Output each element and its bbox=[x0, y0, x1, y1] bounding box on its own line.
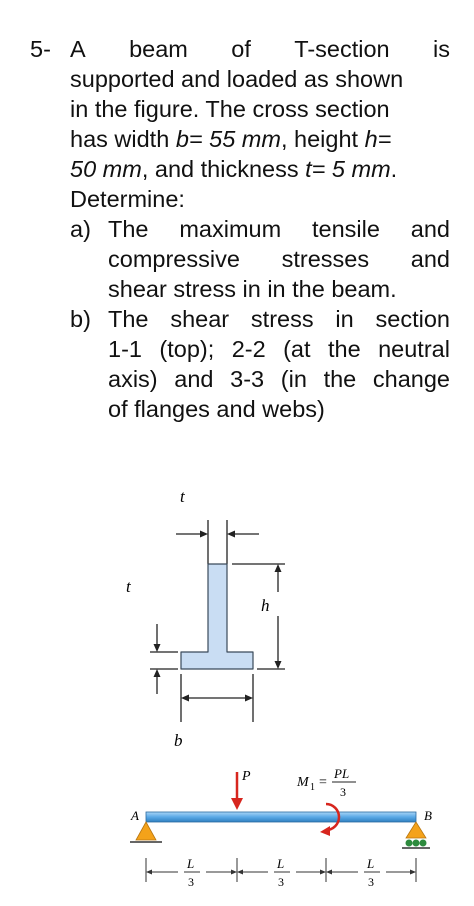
part-a-body bbox=[108, 214, 450, 304]
moment-arrowhead bbox=[320, 826, 330, 836]
arrowhead bbox=[227, 531, 235, 538]
part-a-line-2 bbox=[108, 244, 450, 274]
span-label-num: L bbox=[277, 856, 285, 871]
label-t-top: t bbox=[180, 487, 185, 506]
t-section-shape bbox=[181, 564, 253, 669]
span-label-num: L bbox=[187, 856, 195, 871]
word: axis) bbox=[108, 366, 158, 392]
beam bbox=[146, 812, 416, 822]
label-p: P bbox=[242, 769, 251, 784]
word: (in bbox=[280, 366, 307, 392]
word: the bbox=[323, 366, 357, 392]
stem-line-3: in the figure. The cross section bbox=[70, 96, 390, 122]
part-b-body bbox=[108, 304, 450, 424]
label-t-left: t bbox=[126, 577, 131, 596]
arrowhead bbox=[245, 695, 253, 702]
roller bbox=[420, 840, 427, 847]
arrowhead bbox=[320, 870, 326, 875]
span-label-num: L bbox=[367, 856, 375, 871]
word: 3-3 bbox=[230, 366, 265, 392]
label-m-sub: 1 bbox=[310, 782, 315, 793]
part-a-line-1 bbox=[108, 214, 450, 244]
arrowhead bbox=[154, 644, 161, 652]
word: The bbox=[108, 306, 149, 332]
roller bbox=[413, 840, 420, 847]
span-label-den: 3 bbox=[368, 875, 374, 889]
word: and bbox=[410, 246, 450, 272]
problem-number: 5- bbox=[30, 36, 51, 62]
roller bbox=[406, 840, 413, 847]
arrowhead bbox=[200, 531, 208, 538]
part-b-line-2 bbox=[108, 334, 450, 364]
word: maximum bbox=[179, 216, 282, 242]
word: and bbox=[174, 366, 214, 392]
arrowhead bbox=[275, 564, 282, 572]
word: T-section bbox=[294, 36, 390, 62]
part-b-line-1 bbox=[108, 304, 450, 334]
word: 2-2 bbox=[231, 336, 266, 362]
part-b-line-3 bbox=[108, 364, 450, 394]
arrowhead bbox=[410, 870, 416, 875]
arrowhead bbox=[275, 661, 282, 669]
word: of bbox=[231, 36, 251, 62]
arrowhead bbox=[231, 870, 237, 875]
part-b-line-4: of flanges and webs) bbox=[108, 396, 325, 422]
label-m: M bbox=[297, 775, 309, 790]
label-h: h bbox=[261, 596, 270, 615]
part-b-label: b) bbox=[70, 306, 91, 332]
arrowhead bbox=[326, 870, 332, 875]
word: beam bbox=[129, 36, 188, 62]
label-eq: = bbox=[319, 775, 327, 790]
stem-line-5: 50 mm, and thickness t= 5 mm. bbox=[70, 156, 398, 182]
t-section-figure bbox=[110, 484, 300, 754]
label-pl: PL bbox=[334, 766, 350, 781]
arrowhead bbox=[237, 870, 243, 875]
word: stresses bbox=[281, 246, 370, 272]
label-b: b bbox=[174, 731, 183, 750]
word: stress bbox=[250, 306, 314, 332]
part-a-label: a) bbox=[70, 216, 91, 242]
label-a: A bbox=[131, 808, 139, 823]
support-a bbox=[136, 822, 156, 840]
word: 1-1 bbox=[108, 336, 142, 362]
word: (top); bbox=[159, 336, 215, 362]
span-label-den: 3 bbox=[188, 875, 194, 889]
word: A bbox=[70, 36, 86, 62]
word: The bbox=[108, 216, 149, 242]
word: and bbox=[410, 216, 450, 242]
word: is bbox=[433, 36, 450, 62]
word: section bbox=[375, 306, 450, 332]
word: change bbox=[372, 366, 450, 392]
load-p-arrowhead bbox=[231, 798, 243, 810]
h-label-gap bbox=[270, 592, 286, 616]
word: compressive bbox=[108, 246, 240, 272]
stem-line-6: Determine: bbox=[70, 186, 185, 212]
word: neutral bbox=[378, 336, 450, 362]
word: shear bbox=[170, 306, 230, 332]
arrowhead bbox=[154, 669, 161, 677]
beam-figure bbox=[120, 760, 450, 900]
stem-line-4: has width b= 55 mm, height h= bbox=[70, 126, 392, 152]
arrowhead bbox=[146, 870, 152, 875]
stem-line-1 bbox=[70, 34, 450, 64]
problem-stem bbox=[70, 34, 450, 214]
arrowhead bbox=[181, 695, 189, 702]
word: in bbox=[335, 306, 354, 332]
word: (at bbox=[283, 336, 311, 362]
word: tensile bbox=[312, 216, 380, 242]
word: the bbox=[327, 336, 361, 362]
label-b-support: B bbox=[424, 808, 432, 823]
stem-line-2: supported and loaded as shown bbox=[70, 66, 404, 92]
span-label-den: 3 bbox=[278, 875, 284, 889]
support-b bbox=[406, 822, 426, 838]
part-a-line-3: shear stress in in the beam. bbox=[108, 276, 397, 302]
label-den: 3 bbox=[340, 785, 346, 799]
